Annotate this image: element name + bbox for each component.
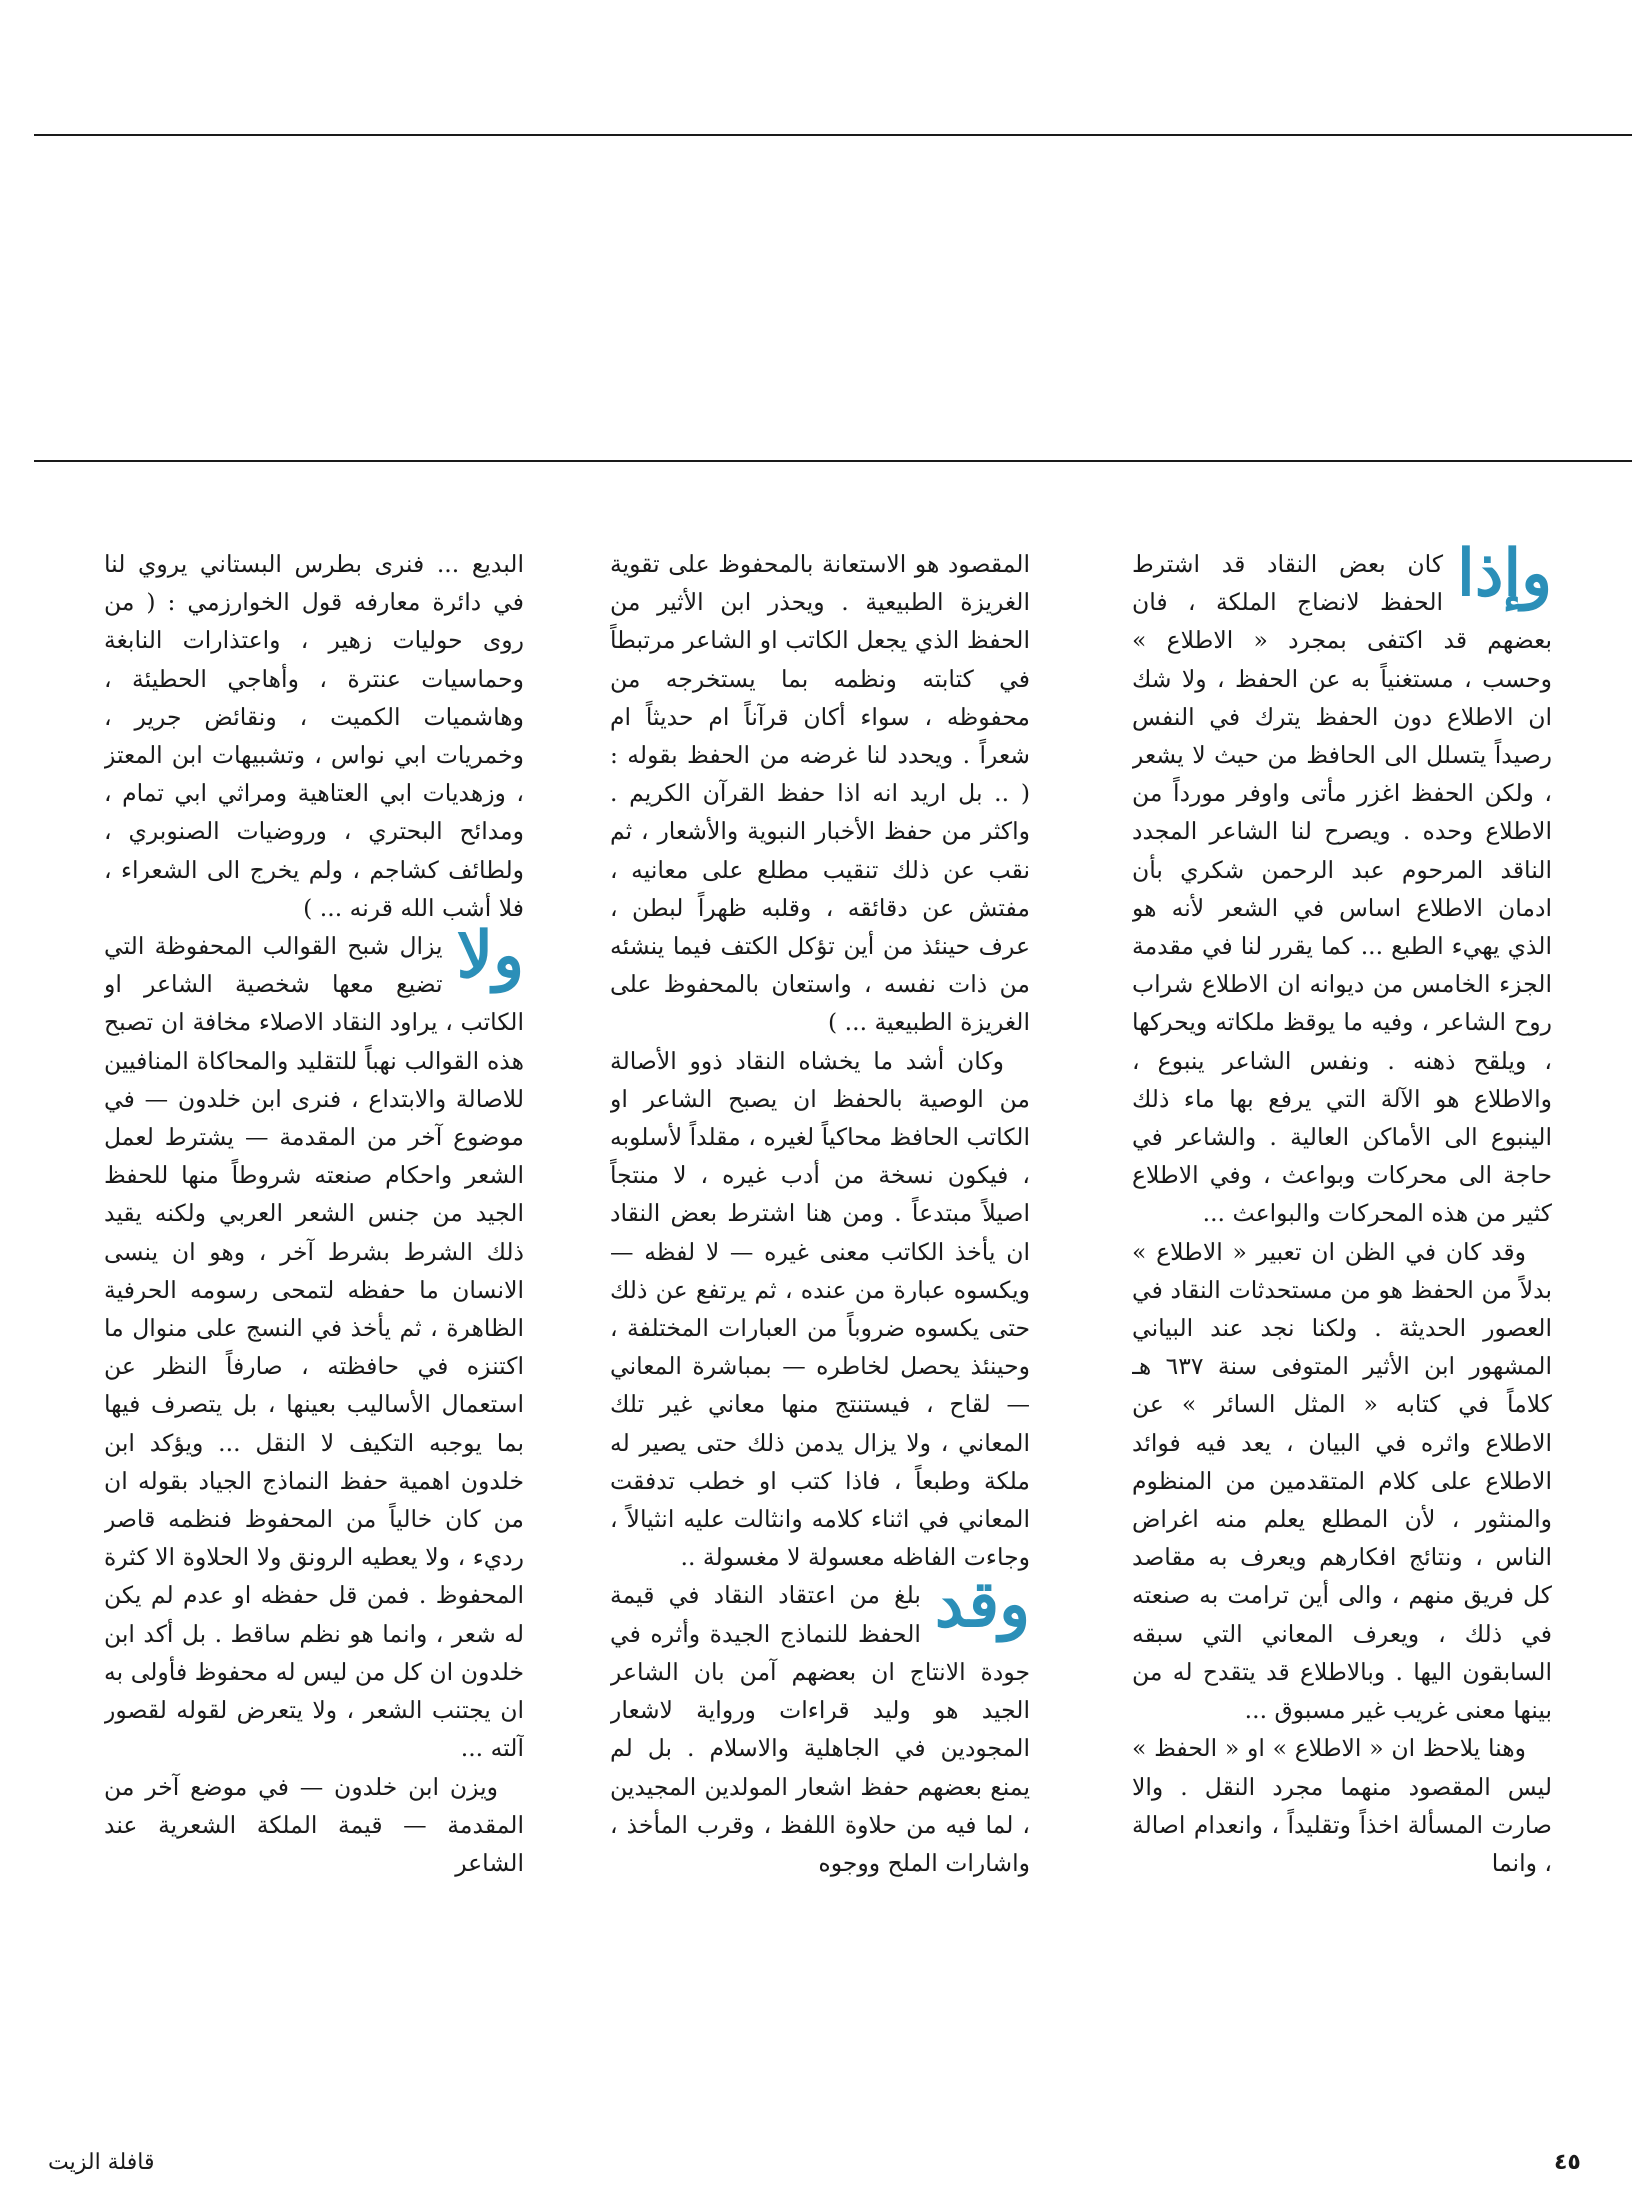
column-2-paragraph-1: المقصود هو الاستعانة بالمحفوظ على تقوية الغريزة الطبيعية . ويحذر ابن الأثير من الحفظ الذي يجعل الكاتب او الشاعر مرتبطاً في كتابته ونظمه بما يستخرجه من محفوظه ، سواء أكان قرآناً ام حديثاً ام شعراً . ويحدد لنا غرضه من الحفظ بقوله : ( .. بل اريد انه اذا حفظ القرآن الكريم . واكثر من حفظ الأخبار النبوية والأشعار ، ثم نقب عن ذلك تنقيب مطلع على معانيه ، مفتش عن دقائقه ، وقلبه ظهراً لبطن ، عرف حينئذ من أين تؤكل الكتف فيما ينشئه من ذات نفسه ، واستعان بالمحفوظ على الغريزة الطبيعية ... )	[610, 550, 1030, 1037]
column-3-paragraph-2: يزال شبح القوالب المحفوظة التي تضيع معها شخصية الشاعر او الكاتب ، يراود النقاد الاصلاء مخافة ان تصبح هذه القوالب نهباً للتقليد والمحاكاة المنافيين للاصالة والابتداع ، فنرى ابن خلدون — في موضوع آخر من المقدمة — يشترط لعمل الشعر واحكام صنعته شروطاً منها للحفظ الجيد من جنس الشعر العربي ولكنه يقيد ذلك الشرط بشرط آخر ، وهو ان ينسى الانسان ما حفظه لتمحى رسومه الحرفية الظاهرة ، ثم يأخذ في النسج على منوال ما اكتنزه في حافظته ، صارفاً النظر عن استعمال الأساليب بعينها ، بل يتصرف فيها بما يوجبه التكيف لا النقل ... ويؤكد ابن خلدون اهمية حفظ النماذج الجياد بقوله ان من كان خالياً من المحفوظ فنظمه قاصر رديء ، ولا يعطيه الرونق ولا الحلاوة الا كثرة المحفوظ . فمن قل حفظه او عدم لم يكن له شعر ، وانما هو نظم ساقط . بل أكد ابن خلدون ان كل من ليس له محفوظ فأولى به ان يجتنب الشعر ، ولا يتعرض لقوله لقصور آلته ...	[104, 932, 524, 1763]
column-2-paragraph-3: بلغ من اعتقاد النقاد في قيمة الحفظ للنماذج الجيدة وأثره في جودة الانتاج ان بعضهم آمن بان الشاعر الجيد هو وليد قراءات ورواية لاشعار المجودين في الجاهلية والاسلام . بل لم يمنع بعضهم حفظ اشعار المولدين المجيدين ، لما فيه من حلاوة اللفظ ، وقرب المأخذ ، واشارات الملح ووجوه	[610, 1581, 1030, 1877]
column-1-paragraph-1: كان بعض النقاد قد اشترط الحفظ لانضاج الملكة ، فان بعضهم قد اكتفى بمجرد « الاطلاع » وحسب ، مستغنياً به عن الحفظ ، ولا شك ان الاطلاع دون الحفظ يترك في النفس رصيداً يتسلل الى الحافظ من حيث لا يشعر ، ولكن الحفظ اغزر مأتى واوفر مورداً من الاطلاع وحده . ويصرح لنا الشاعر المجدد الناقد المرحوم عبد الرحمن شكري بأن ادمان الاطلاع اساس في الشعر لأنه هو الذي يهيء الطبع ... كما يقرر لنا في مقدمة الجزء الخامس من ديوانه ان الاطلاع شراب روح الشاعر ، وفيه ما يوقظ ملكاته ويحركها ، ويلقح ذهنه . ونفس الشاعر ينبوع ، والاطلاع هو الآلة التي يرفع بها ماء ذلك الينبوع الى الأماكن العالية . والشاعر في حاجة الى محركات وبواعث ، وفي الاطلاع كثير من هذه المحركات والبواعث ...	[1132, 550, 1552, 1228]
top-horizontal-rule	[34, 134, 1632, 136]
article-column-1	[1132, 545, 1552, 2100]
column-2-paragraph-2: وكان أشد ما يخشاه النقاد ذوو الأصالة من الوصية بالحفظ ان يصبح الشاعر او الكاتب الحافظ محاكياً لغيره ، مقلداً لأسلوبه ، فيكون نسخة من أدب غيره ، لا منتجاً اصيلاً مبتدعاً . ومن هنا اشترط بعض النقاد ان يأخذ الكاتب معنى غيره — لا لفظه — ويكسوه عبارة من عنده ، ثم يرتفع عن ذلك حتى يكسوه ضروباً من العبارات المختلفة ، وحينئذ يحصل لخاطره — بمباشرة المعاني — لقاح ، فيستنتج منها معاني غير تلك المعاني ، ولا يزال يدمن ذلك حتى يصير له ملكة وطبعاً ، فاذا كتب او خطب تدفقت المعاني في اثناء كلامه وانثالت عليه انثيالاً ، وجاءت الفاظه معسولة لا مغسولة ..	[610, 1046, 1030, 1572]
middle-horizontal-rule	[34, 460, 1632, 462]
column-3-paragraph-3: ويزن ابن خلدون — في موضع آخر من المقدمة — قيمة الملكة الشعرية عند الشاعر	[104, 1772, 524, 1877]
magazine-name: قافلة الزيت	[48, 2150, 155, 2175]
page-number: ٤٥	[1554, 2150, 1581, 2175]
column-1-paragraph-2: وقد كان في الظن ان تعبير « الاطلاع » بدلاً من الحفظ هو من مستحدثات النقاد في العصور الحديثة . ولكنا نجد عند البياني المشهور ابن الأثير المتوفى سنة ٦٣٧ هـ كلاماً في كتابه « المثل السائر » عن الاطلاع واثره في البيان ، يعد فيه فوائد الاطلاع على كلام المتقدمين من المنظوم والمنثور ، لأن المطلع يعلم منه اغراض الناس ، ونتائج افكارهم ويعرف به مقاصد كل فريق منهم ، والى أين ترامت به صنعته في ذلك ، ويعرف المعاني التي سبقه السابقون اليها . وبالاطلاع قد يتقدح له من بينها معنى غريب غير مسبوق ...	[1132, 1237, 1552, 1725]
column-1-paragraph-3: وهنا يلاحظ ان « الاطلاع » او « الحفظ » ليس المقصود منهما مجرد النقل . والا صارت المسألة اخذاً وتقليداً ، وانعدام اصالة ، وانما	[1132, 1734, 1552, 1877]
article-column-3	[104, 545, 524, 2100]
dropcap-wa-la: ولا	[456, 918, 524, 994]
article-column-2	[610, 545, 1030, 2100]
column-3-paragraph-1: البديع ... فنرى بطرس البستاني يروي لنا في دائرة معارفه قول الخوارزمي : ( من روى حوليات زهير ، واعتذارات النابغة وحماسيات عنترة ، وأهاجي الحطيئة ، وهاشميات الكميت ، ونقائض جرير ، وخمريات ابي نواس ، وتشبيهات ابن المعتز ، وزهديات ابي العتاهية ومراثي ابي تمام ، ومدائح البحتري ، وروضيات الصنوبري ، ولطائف كشاجم ، ولم يخرج الى الشعراء ، فلا أشب الله قرنه ... )	[104, 550, 524, 922]
dropcap-wa-itha: وإذا	[1457, 545, 1552, 611]
dropcap-wa-qad: وقد	[934, 1567, 1030, 1643]
